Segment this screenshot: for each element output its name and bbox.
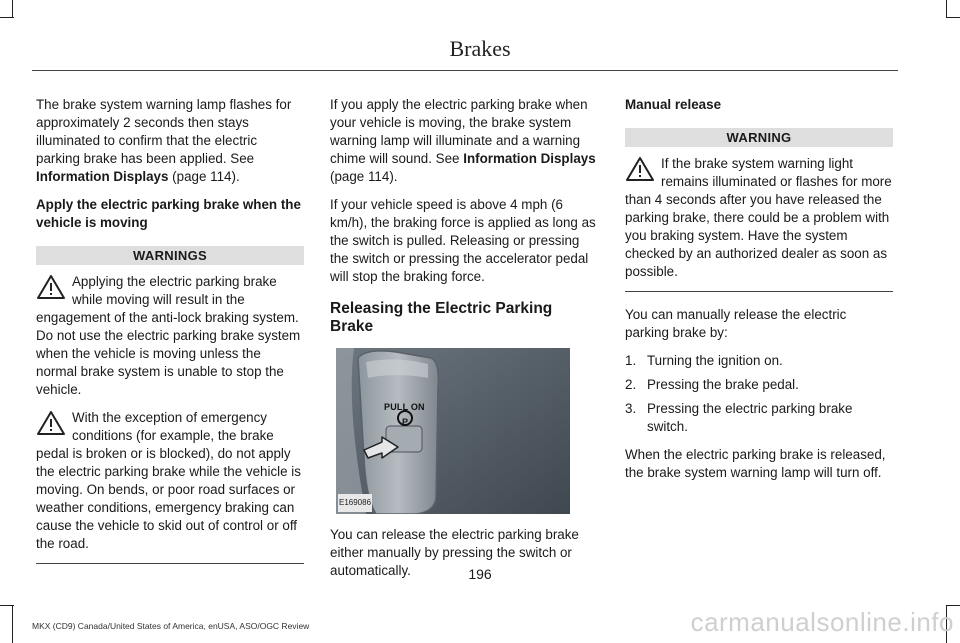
crop-mark	[946, 0, 947, 18]
crop-mark	[0, 605, 14, 606]
section-heading-releasing: Releasing the Electric Parking Brake	[330, 300, 553, 335]
column-middle	[330, 96, 598, 590]
subheading-manual-release: Manual release	[625, 97, 722, 112]
switch-label: PULL ON	[384, 402, 425, 412]
step-text: Turning the ignition on.	[647, 353, 783, 368]
step-number: 2.	[625, 377, 637, 392]
warning-triangle-icon	[36, 274, 66, 300]
text: (page 114).	[168, 169, 240, 184]
release-steps-list	[625, 352, 893, 436]
header-divider	[32, 70, 898, 71]
warning-item	[625, 155, 893, 281]
page-number: 196	[468, 566, 492, 582]
warning-end-rule	[36, 563, 304, 564]
warning-text: Applying the electric parking brake while moving will result in the engagement of the anti-lock braking system. Do not use the electric parking brake system when the vehicle is moving unless the normal brake system is unable to stop the vehicle.	[36, 274, 301, 397]
warning-end-rule	[625, 291, 893, 292]
list-item	[625, 400, 893, 436]
list-item	[625, 352, 893, 370]
warning-text: With the exception of emergency conditions (for example, the brake pedal is broken or is blocked), do not apply the electric parking brake while the vehicle is moving. On bends, or poor road surfaces or weather conditions, emergency braking can cause the vehicle to skid out of control or off the road.	[36, 410, 301, 551]
subheading-apply-moving: Apply the electric parking brake when the vehicle is moving	[36, 197, 301, 230]
step-text: Pressing the brake pedal.	[647, 377, 799, 392]
warning-banner: WARNING	[625, 128, 893, 147]
crop-mark	[946, 605, 960, 606]
warning-triangle-icon	[36, 410, 66, 436]
warning-item	[36, 409, 304, 553]
info-displays-link[interactable]: Information Displays	[36, 169, 169, 184]
column-right	[625, 96, 893, 492]
figure-code: E169086	[338, 494, 372, 512]
crop-mark	[12, 0, 13, 18]
warning-triangle-icon	[625, 156, 655, 182]
parking-brake-switch-figure	[336, 348, 570, 514]
speed-paragraph: If your vehicle speed is above 4 mph (6 km/h), the braking force is applied as long as the switch is pulled. Releasing or pressing the switch or pressing the accelerator pedal will stop the braking force.	[330, 197, 596, 284]
info-displays-link[interactable]: Information Displays	[463, 151, 596, 166]
footer-doc-info: MKX (CD9) Canada/United States of America, enUSA, ASO/OGC Review	[32, 621, 310, 631]
column-left	[36, 96, 304, 578]
crop-mark	[0, 17, 14, 18]
step-number: 3.	[625, 401, 637, 416]
text: The brake system warning lamp flashes for approximately 2 seconds then stays illuminated to confirm that the electric parking brake has been applied. See	[36, 97, 292, 166]
release-paragraph: You can release the electric parking brake either manually by pressing the switch or automatically.	[330, 527, 579, 578]
text: (page 114).	[330, 169, 398, 184]
crop-mark	[12, 605, 13, 643]
parking-symbol-letter: P	[401, 417, 408, 427]
page-title: Brakes	[449, 36, 511, 61]
step-number: 1.	[625, 353, 637, 368]
text: If you apply the electric parking brake when your vehicle is moving, the brake system warning lamp will illuminate and a warning chime will sound. See	[330, 97, 588, 166]
released-paragraph: When the electric parking brake is released, the brake system warning lamp will turn off.	[625, 447, 886, 480]
switch-illustration	[336, 348, 570, 514]
list-item	[625, 376, 893, 394]
step-text: Pressing the electric parking brake switch.	[647, 401, 853, 434]
warnings-banner: WARNINGS	[36, 246, 304, 265]
moving-paragraph	[330, 96, 598, 186]
parking-brake-symbol-icon	[397, 410, 413, 426]
intro-paragraph	[36, 96, 304, 186]
watermark: carmanualsonline.info	[690, 607, 954, 637]
manual-release-intro: You can manually release the electric parking brake by:	[625, 307, 847, 340]
warning-item	[36, 273, 304, 399]
warning-text: If the brake system warning light remains illuminated or flashes for more than 4 seconds after you have released the parking brake, there could be a problem with you braking system. Have the system checked by an authorized dealer as soon as possible.	[625, 156, 892, 279]
crop-mark	[946, 17, 960, 18]
